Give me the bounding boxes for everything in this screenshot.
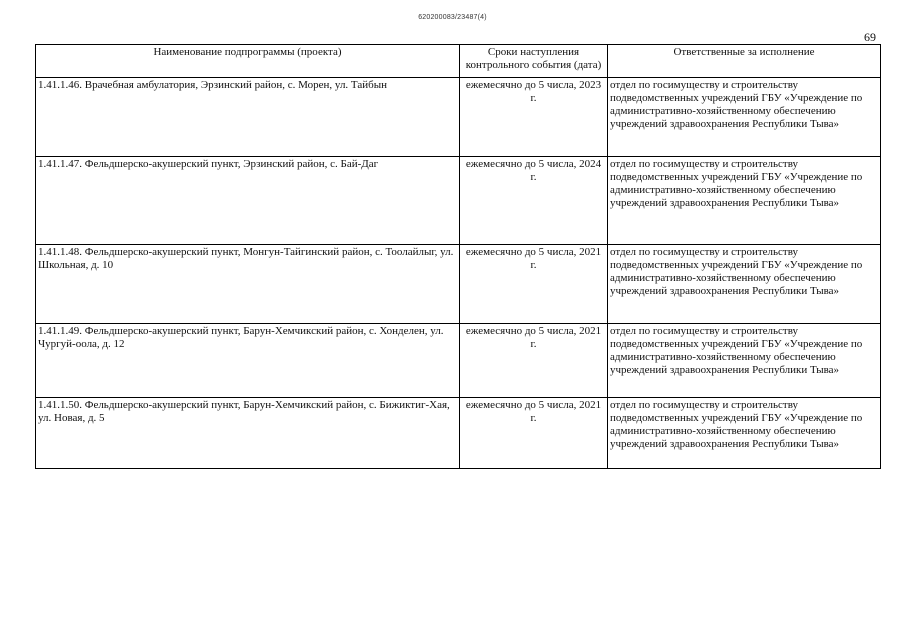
table-row <box>36 78 881 157</box>
cell-responsible: отдел по госимуществу и строительству подведомственных учреждений ГБУ «Учреждение по административно-хозяйственному обеспечению учреждений здравоохранения Республики Тыва» <box>608 398 881 469</box>
table-row <box>36 157 881 245</box>
cell-deadline: ежемесячно до 5 числа, 2024 г. <box>460 157 608 245</box>
document-id: 620200083/23487(4) <box>418 14 487 21</box>
cell-deadline: ежемесячно до 5 числа, 2023 г. <box>460 78 608 157</box>
table-row <box>36 398 881 469</box>
table-row <box>36 245 881 324</box>
cell-project-name: 1.41.1.49. Фельдшерско-акушерский пункт, Барун-Хемчикский район, с. Хонделен, ул. Чургуй-оола, д. 12 <box>36 324 460 398</box>
cell-responsible: отдел по госимуществу и строительству подведомственных учреждений ГБУ «Учреждение по административно-хозяйственному обеспечению учреждений здравоохранения Республики Тыва» <box>608 324 881 398</box>
cell-responsible: отдел по госимуществу и строительству подведомственных учреждений ГБУ «Учреждение по административно-хозяйственному обеспечению учреждений здравоохранения Республики Тыва» <box>608 157 881 245</box>
cell-project-name: 1.41.1.47. Фельдшерско-акушерский пункт, Эрзинский район, с. Бай-Даг <box>36 157 460 245</box>
control-events-table <box>35 44 881 469</box>
page-number: 69 <box>864 30 876 44</box>
cell-deadline: ежемесячно до 5 числа, 2021 г. <box>460 398 608 469</box>
cell-project-name: 1.41.1.48. Фельдшерско-акушерский пункт, Монгун-Тайгинский район, с. Тоолайлыг, ул. Школьная, д. 10 <box>36 245 460 324</box>
header-responsible: Ответственные за исполнение <box>608 45 881 78</box>
header-deadline: Сроки наступления контрольного события (дата) <box>460 45 608 78</box>
table-header-row <box>36 45 881 78</box>
cell-responsible: отдел по госимуществу и строительству подведомственных учреждений ГБУ «Учреждение по административно-хозяйственному обеспечению учреждений здравоохранения Республики Тыва» <box>608 78 881 157</box>
cell-responsible: отдел по госимуществу и строительству подведомственных учреждений ГБУ «Учреждение по административно-хозяйственному обеспечению учреждений здравоохранения Республики Тыва» <box>608 245 881 324</box>
cell-project-name: 1.41.1.50. Фельдшерско-акушерский пункт, Барун-Хемчикский район, с. Бижиктиг-Хая, ул. Новая, д. 5 <box>36 398 460 469</box>
cell-deadline: ежемесячно до 5 числа, 2021 г. <box>460 324 608 398</box>
cell-deadline: ежемесячно до 5 числа, 2021 г. <box>460 245 608 324</box>
header-project-name: Наименование подпрограммы (проекта) <box>36 45 460 78</box>
table-row <box>36 324 881 398</box>
cell-project-name: 1.41.1.46. Врачебная амбулатория, Эрзинский район, с. Морен, ул. Тайбын <box>36 78 460 157</box>
